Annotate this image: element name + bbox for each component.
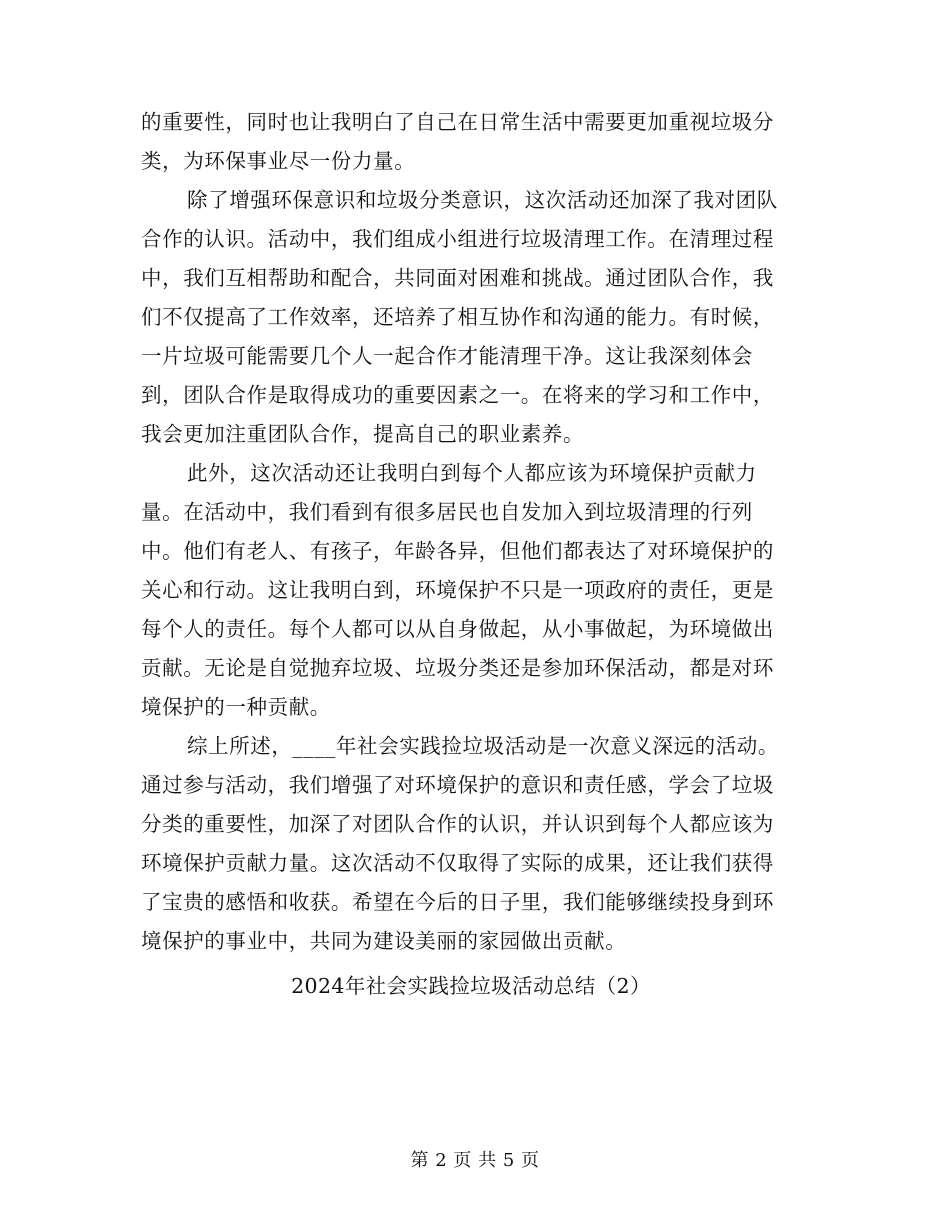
text-line: 我会更加注重团队合作，提高自己的职业素养。 <box>141 422 585 446</box>
page-number-footer: 第 2 页 共 5 页 <box>410 1150 540 1171</box>
text-line: 环境保护贡献力量。这次活动不仅取得了实际的成果，还让我们获得 <box>141 851 774 875</box>
text-line: 们不仅提高了工作效率，还培养了相互协作和沟通的能力。有时候， <box>141 305 774 329</box>
paragraph-first-line: 综上所述，____年社会实践捡垃圾活动是一次意义深远的活动。 <box>187 734 779 758</box>
paragraph-first-line: 此外，这次活动还让我明白到每个人都应该为环境保护贡献力 <box>187 461 757 485</box>
text-line: 境保护的事业中，共同为建设美丽的家园做出贡献。 <box>141 929 627 953</box>
text-line: 中，我们互相帮助和配合，共同面对困难和挑战。通过团队合作，我 <box>141 266 774 290</box>
text-line: 分类的重要性，加深了对团队合作的认识，并认识到每个人都应该为 <box>141 812 774 836</box>
text-line: 类，为环保事业尽一份力量。 <box>141 149 416 173</box>
text-line: 量。在活动中，我们看到有很多居民也自发加入到垃圾清理的行列 <box>141 500 753 524</box>
text-line: 一片垃圾可能需要几个人一起合作才能清理干净。这让我深刻体会 <box>141 344 753 368</box>
text-line: 到，团队合作是取得成功的重要因素之一。在将来的学习和工作中， <box>141 383 774 407</box>
text-line: 关心和行动。这让我明白到，环境保护不只是一项政府的责任，更是 <box>141 578 774 602</box>
section-heading: 2024年社会实践捡垃圾活动总结（2） <box>291 974 651 998</box>
paragraph-first-line: 除了增强环保意识和垃圾分类意识，这次活动还加深了我对团队 <box>187 188 778 212</box>
text-line: 中。他们有老人、有孩子，年龄各异，但他们都表达了对环境保护的 <box>141 539 774 563</box>
document-body <box>141 103 801 1009</box>
text-line: 每个人的责任。每个人都可以从自身做起，从小事做起，为环境做出 <box>141 617 774 641</box>
text-line: 贡献。无论是自觉抛弃垃圾、垃圾分类还是参加环保活动，都是对环 <box>141 656 774 680</box>
text-line: 了宝贵的感悟和收获。希望在今后的日子里，我们能够继续投身到环 <box>141 890 774 914</box>
text-line: 的重要性，同时也让我明白了自己在日常生活中需要更加重视垃圾分 <box>141 110 774 134</box>
text-line: 通过参与活动，我们增强了对环境保护的意识和责任感，学会了垃圾 <box>141 773 774 797</box>
text-line: 合作的认识。活动中，我们组成小组进行垃圾清理工作。在清理过程 <box>141 227 774 251</box>
text-line: 境保护的一种贡献。 <box>141 695 331 719</box>
